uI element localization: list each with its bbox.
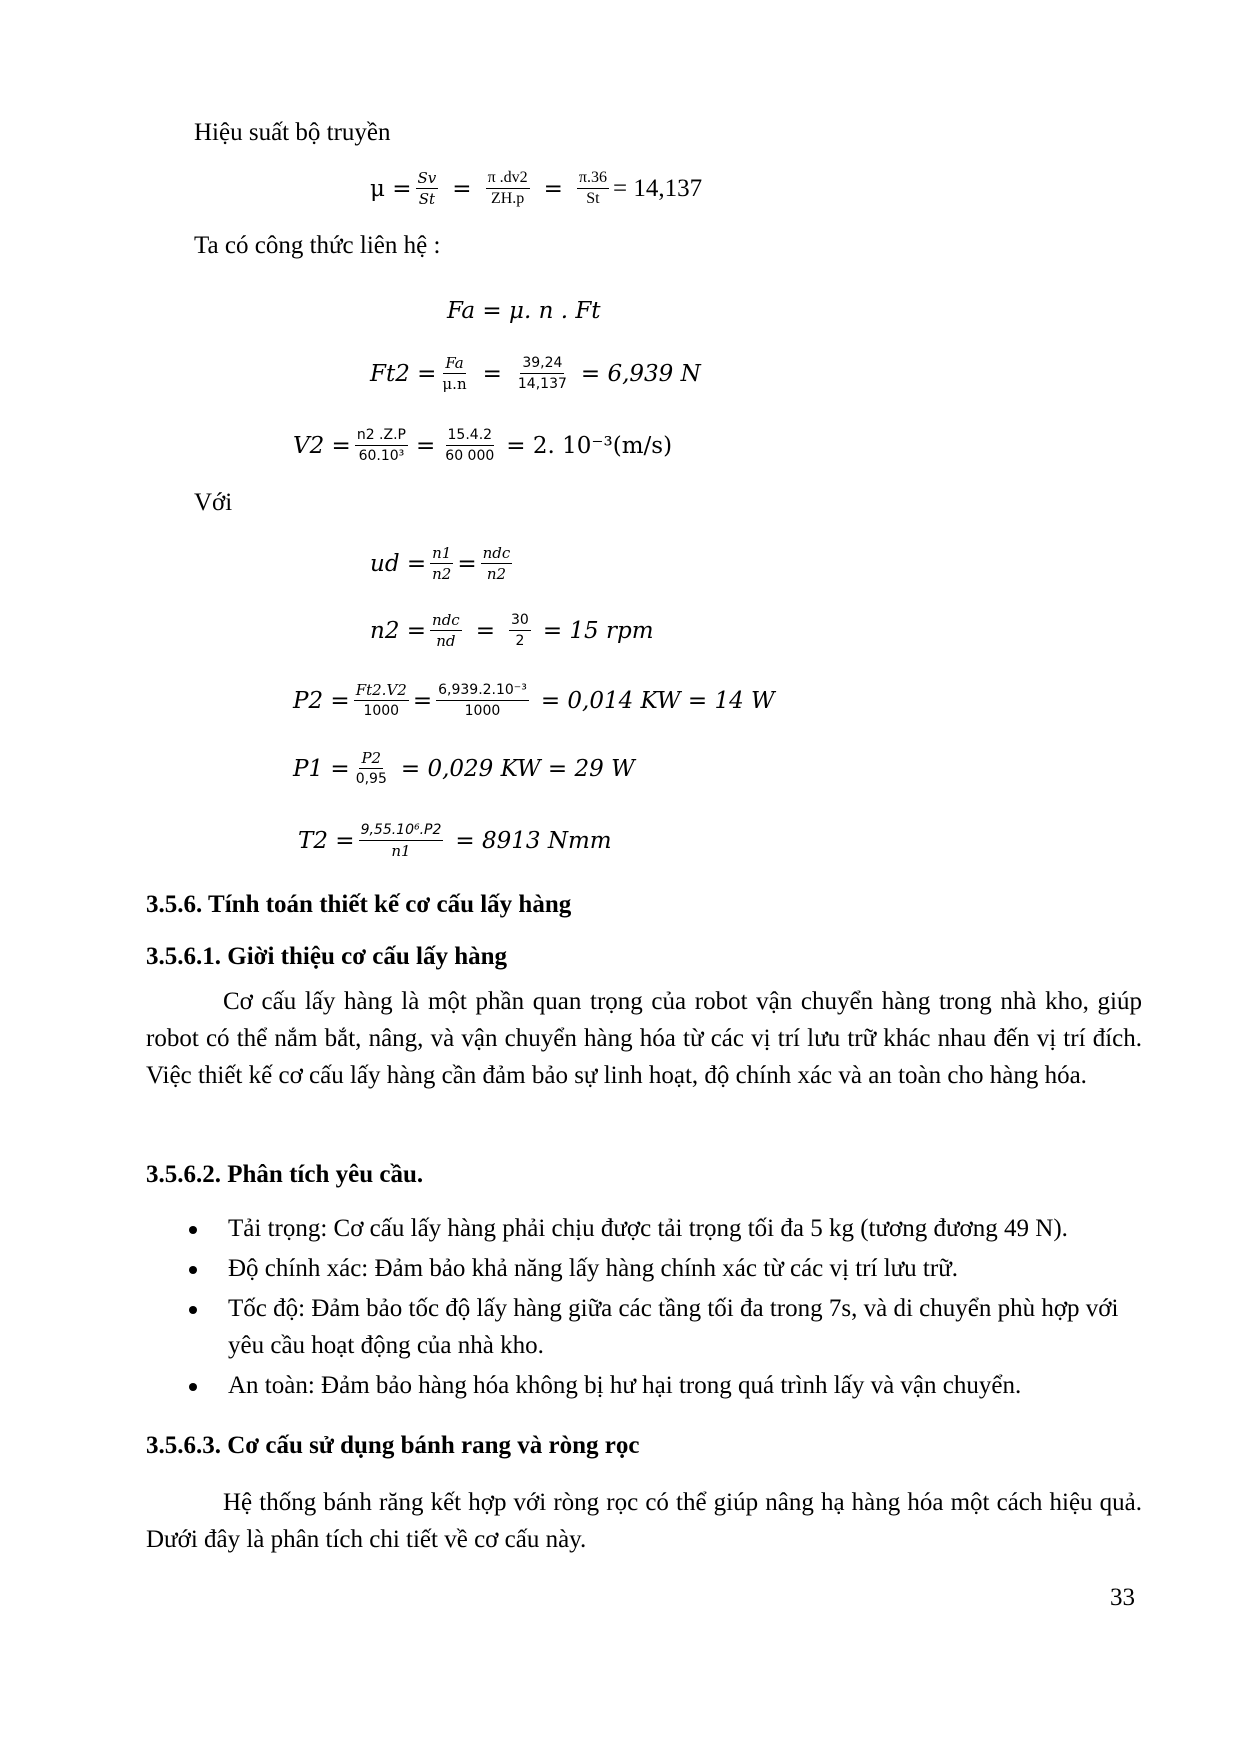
formula-v2: V2 = $\frac{n2 .Z.P}{\text{60.10³}}$ = $\frac{15.4.2}{60 000}$ = 2. 10⁻³(m/s) [293,427,673,464]
ft2-f1-num: Fa [445,354,464,372]
ft2-f2-den: 14,137 [517,376,567,392]
p2-frac-2 [436,680,529,721]
v2-f1-num: n2 .Z.P [355,425,408,446]
mu-frac-3 [577,168,609,209]
p1-f1-den: 0,95 [355,771,387,787]
ud-f1-num: n1 [432,544,452,562]
n2-f1-num: ndc [432,611,460,629]
p1-frac-1 [354,748,389,789]
n2-result: = 15 rpm [542,617,654,644]
paragraph-3563: Hệ thống bánh răng kết hợp với ròng rọc có thể giúp nâng hạ hàng hóa một cách hiệu quả. Dưới đây là phân tích chi tiết về cơ cấu này. [146,1489,1142,1553]
n2-f2-num: 30 [509,610,531,631]
t2-result: = 8913 Nmm [455,827,612,854]
ud-f2-den: n2 [486,565,507,583]
v2-frac-2 [443,425,496,466]
ft2-result: = 6,939 N [580,360,701,387]
formula-p1 [293,748,635,789]
p1-f1-num: P2 [361,749,382,767]
p2-result: = 0,014 KW = 14 W [540,687,775,714]
formula-ft2: Ft2 = $\frac{Fa}{\mu.n}$ = $\frac{39,24}{14,137}$ = 6,939 N [370,354,701,393]
ud-f2-num: ndc [482,544,511,562]
p2-f2-den: 1000 [464,703,501,719]
paragraph-3561: Cơ cấu lấy hàng là một phần quan trọng của robot vận chuyển hàng trong nhà kho, giúp robot có thể nắm bắt, nâng, và vận chuyển hàng hóa từ các vị trí lưu trữ khác nhau đến vị trí đích. Việc thiết kế cơ cấu lấy hàng cần đảm bảo sự linh hoạt, độ chính xác và an toàn cho hàng hóa. [146,988,1142,1089]
p2-frac-1 [354,680,409,721]
formula-t2 [298,820,612,861]
mu-lhs: μ = [370,175,412,202]
ft2-f2-num: 39,24 [520,353,564,374]
ft2-f1-den: μ.n [442,375,467,393]
v2-f1-den: 60.10³ [358,448,405,464]
list-item: Tải trọng: Cơ cấu lấy hàng phải chịu được tải trọng tối đa 5 kg (tương đương 49 N). [228,1210,1142,1247]
list-item: Độ chính xác: Đảm bảo khả năng lấy hàng chính xác từ các vị trí lưu trữ. [228,1250,1142,1287]
ud-lhs: ud = [370,550,427,577]
n2-f1-den: nd [436,632,456,650]
p1-result: = 0,029 KW = 29 W [400,755,635,782]
t2-lhs: T2 = [298,827,355,854]
p2-f1-den: 1000 [363,703,400,719]
section-heading-3562: 3.5.6.2. Phân tích yêu cầu. [146,1161,424,1188]
t2-frac-1 [359,820,444,861]
v2-f2-num: 15.4.2 [446,425,495,446]
page-number: 33 [1110,1584,1135,1611]
v2-lhs: V2 = [293,432,351,459]
bullet-icon [189,1266,197,1274]
n2-frac-2 [509,610,531,651]
p2-f2-num: 6,939.2.10⁻³ [436,680,529,701]
list-item: Tốc độ: Đảm bảo tốc độ lấy hàng giữa các tầng tối đa trong 7s, và di chuyển phù hợp với yêu cầu hoạt động của nhà kho. [228,1290,1142,1364]
t2-f1-num: 9,55.10⁶.P2 [359,820,444,841]
v2-frac-1 [355,425,408,466]
ud-frac-1 [430,543,453,584]
ft2-lhs: Ft2 = [370,360,437,387]
formula-p2: P2 = $\frac{Ft2.V2}{1000}$ = $\frac{\text{6,939.2.10⁻³}}{1000}$ = 0,014 KW = 14 W [293,681,775,719]
section-heading-3561: 3.5.6.1. Giời thiệu cơ cấu lấy hàng [146,943,508,970]
list-item: An toàn: Đảm bảo hàng hóa không bị hư hại trong quá trình lấy và vận chuyển. [228,1367,1142,1404]
mu-f1-den: St [418,190,436,208]
mu-f2-den: ZH.p [490,190,525,207]
efficiency-label: Hiệu suất bộ truyền [194,119,391,146]
section-heading-3563: 3.5.6.3. Cơ cấu sử dụng bánh rang và ròng rọc [146,1432,640,1459]
mu-result: = 14,137 [613,174,703,202]
v2-result: = 2. 10⁻³(m/s) [506,432,673,459]
ft2-frac-1 [440,353,468,394]
n2-lhs: n2 = [370,617,427,644]
p2-f1-num: Ft2.V2 [355,681,407,699]
mu-f3-den: St [586,190,600,207]
bullet-icon [189,1383,197,1391]
ud-frac-2 [481,543,513,584]
requirements-list [228,1210,1142,1407]
section-heading-356: 3.5.6. Tính toán thiết kế cơ cấu lấy hàng [146,891,572,918]
p1-lhs: P1 = [293,755,350,782]
p2-lhs: P2 = [293,687,350,714]
mu-frac-2 [486,168,530,209]
relation-label: Ta có công thức liên hệ : [194,232,441,259]
formula-ud: ud = $\frac{n1}{n2}$ = $\frac{\text{ndc}}{n2}$ [370,544,511,583]
ft2-frac-2 [516,353,569,394]
bullet-icon [189,1306,197,1314]
with-label: Với [194,489,233,516]
mu-f1-num: Sv [417,169,437,187]
bullet-icon [189,1226,197,1234]
formula-fa: Fa = μ. n . Ft [447,298,601,324]
formula-n2: n2 = $\frac{\text{ndc}}{nd}$ = $\frac{30}{2}$ = 15 rpm [370,611,654,650]
t2-f1-den: n1 [391,842,411,860]
formula-mu: μ = $\frac{Sv}{St}$ = $\frac{\pi .dv2}{ZH.p}$ = $\frac{\pi.36}{St}$ = 14,137 [370,169,703,208]
ud-f1-den: n2 [432,565,452,583]
v2-f2-den: 60 000 [445,448,495,464]
mu-f2-num: π .dv2 [486,168,530,189]
n2-f2-den: 2 [515,633,525,649]
mu-f3-num: π.36 [577,168,609,189]
mu-frac-1 [416,168,439,209]
n2-frac-1 [430,610,462,651]
